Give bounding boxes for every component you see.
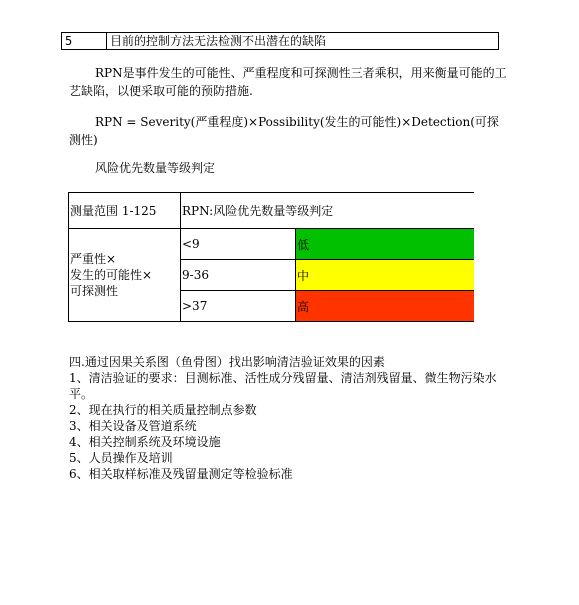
rpn-table-row bbox=[69, 229, 475, 260]
section-item: 6、相关取样标准及残留量测定等检验标准 bbox=[69, 467, 293, 481]
rpn-definition-paragraph: RPN是事件发生的可能性、严重程度和可探测性三者乘积，用来衡量可能的工艺缺陷，以便采取可能的预防措施. bbox=[69, 66, 507, 98]
row-number: 5 bbox=[62, 33, 107, 50]
section-item: 5、人员操作及培训 bbox=[69, 451, 173, 465]
top-table bbox=[61, 32, 499, 50]
row-text: 目前的控制方法无法检测不出潜在的缺陷 bbox=[107, 33, 499, 50]
level-low: 低 bbox=[296, 229, 475, 260]
header-judgement: RPN:风险优先数量等级判定 bbox=[181, 193, 475, 229]
rpn-formula: RPN = Severity(严重程度)×Possibility(发生的可能性)×Detection(可探测性) bbox=[69, 115, 499, 147]
section-title: 四.通过因果关系图（鱼骨图）找出影响清洁验证效果的因素 bbox=[69, 355, 385, 369]
section-item: 2、现在执行的相关质量控制点参数 bbox=[69, 403, 257, 417]
section-item: 3、相关设备及管道系统 bbox=[69, 419, 197, 433]
section-item: 1、清洁验证的要求：目测标准、活性成分残留量、清洁剂残留量、微生物污染水平。 bbox=[69, 371, 497, 401]
fishbone-section bbox=[69, 354, 519, 482]
table-caption: 风险优先数量等级判定 bbox=[95, 161, 216, 175]
range-high: >37 bbox=[181, 291, 296, 322]
left-label-text: 严重性× 发生的可能性× 可探测性 bbox=[70, 252, 153, 298]
top-table-row bbox=[62, 33, 499, 50]
section-item: 4、相关控制系统及环境设施 bbox=[69, 435, 221, 449]
level-medium: 中 bbox=[296, 260, 475, 291]
rpn-grade-table bbox=[68, 192, 474, 322]
range-low: <9 bbox=[181, 229, 296, 260]
rpn-table-header-row bbox=[69, 193, 475, 229]
level-high: 高 bbox=[296, 291, 475, 322]
range-medium: 9-36 bbox=[181, 260, 296, 291]
left-label bbox=[69, 229, 181, 322]
header-range: 测量范围 1-125 bbox=[69, 193, 181, 229]
